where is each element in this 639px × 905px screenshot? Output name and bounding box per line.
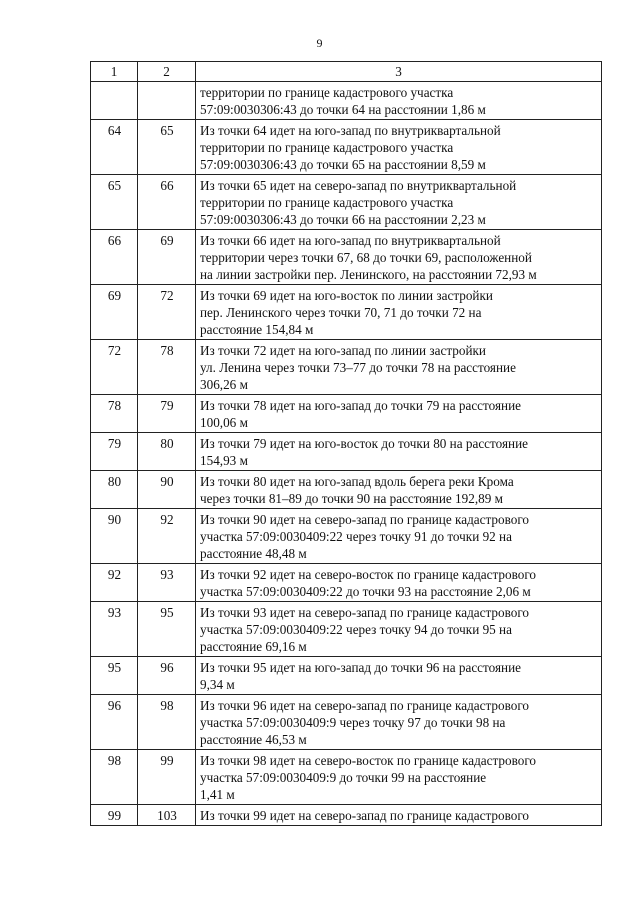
to-point-cell: 98: [138, 695, 196, 750]
description-cell: [196, 602, 602, 657]
description-line: 57:09:0030306:43 до точки 64 на расстоянии 1,86 м: [200, 102, 486, 117]
page-number: 9: [316, 36, 323, 50]
description-line: Из точки 72 идет на юго-запад по линии застройки: [200, 343, 486, 358]
description-line: Из точки 93 идет на северо-запад по границе кадастрового: [200, 605, 530, 620]
table-row: [91, 750, 602, 805]
table-row: [91, 285, 602, 340]
description-cell: [196, 750, 602, 805]
table-row: [91, 602, 602, 657]
description-line: 154,93 м: [200, 453, 248, 468]
description-line: участка 57:09:0030409:22 до точки 93 на расстояние 2,06 м: [200, 584, 531, 599]
table-row: [91, 120, 602, 175]
description-line: Из точки 96 идет на северо-запад по границе кадастрового: [200, 698, 530, 713]
description-line: Из точки 66 идет на юго-запад по внутриквартальной: [200, 233, 501, 248]
description-line: участка 57:09:0030409:22 через точку 91 до точки 92 на: [200, 529, 512, 544]
description-line: участка 57:09:0030409:9 до точки 99 на расстояние: [200, 770, 487, 785]
table-row: [91, 471, 602, 509]
from-point-cell: 90: [91, 509, 138, 564]
description-cell: [196, 340, 602, 395]
table-body: [91, 82, 602, 826]
description-cell: [196, 509, 602, 564]
to-point-cell: 99: [138, 750, 196, 805]
description-line: территории по границе кадастрового участка: [200, 85, 454, 100]
description-line: на линии застройки пер. Ленинского, на расстоянии 72,93 м: [200, 267, 537, 282]
table-row: [91, 175, 602, 230]
to-point-cell: 66: [138, 175, 196, 230]
description-cell: [196, 230, 602, 285]
column-header-2: 2: [138, 62, 196, 82]
to-point-cell: 65: [138, 120, 196, 175]
description-cell: [196, 285, 602, 340]
to-point-cell: 90: [138, 471, 196, 509]
description-line: участка 57:09:0030409:9 через точку 97 до точки 98 на: [200, 715, 506, 730]
description-line: расстояние 69,16 м: [200, 639, 307, 654]
description-line: Из точки 92 идет на северо-восток по границе кадастрового: [200, 567, 537, 582]
description-line: территории по границе кадастрового участка: [200, 140, 454, 155]
description-cell: [196, 564, 602, 602]
description-line: Из точки 80 идет на юго-запад вдоль берега реки Крома: [200, 474, 514, 489]
from-point-cell: [91, 82, 138, 120]
table-row: [91, 657, 602, 695]
from-point-cell: 96: [91, 695, 138, 750]
from-point-cell: 78: [91, 395, 138, 433]
description-line: 1,41 м: [200, 787, 235, 802]
from-point-cell: 64: [91, 120, 138, 175]
table-header-row: [91, 62, 602, 82]
to-point-cell: 79: [138, 395, 196, 433]
to-point-cell: 103: [138, 805, 196, 826]
table-row: [91, 230, 602, 285]
description-line: 57:09:0030306:43 до точки 66 на расстоянии 2,23 м: [200, 212, 486, 227]
description-line: ул. Ленина через точки 73–77 до точки 78 на расстояние: [200, 360, 516, 375]
description-line: Из точки 69 идет на юго-восток по линии застройки: [200, 288, 493, 303]
from-point-cell: 95: [91, 657, 138, 695]
to-point-cell: 95: [138, 602, 196, 657]
description-cell: [196, 471, 602, 509]
to-point-cell: 78: [138, 340, 196, 395]
description-cell: [196, 805, 602, 826]
table-row: [91, 82, 602, 120]
table-row: [91, 509, 602, 564]
description-cell: [196, 695, 602, 750]
from-point-cell: 98: [91, 750, 138, 805]
to-point-cell: [138, 82, 196, 120]
description-line: расстояние 46,53 м: [200, 732, 307, 747]
description-line: через точки 81–89 до точки 90 на расстояние 192,89 м: [200, 491, 503, 506]
description-line: территории по границе кадастрового участка: [200, 195, 454, 210]
description-line: Из точки 78 идет на юго-запад до точки 79 на расстояние: [200, 398, 522, 413]
description-cell: [196, 433, 602, 471]
description-cell: [196, 395, 602, 433]
from-point-cell: 72: [91, 340, 138, 395]
description-line: участка 57:09:0030409:22 через точку 94 до точки 95 на: [200, 622, 512, 637]
table-row: [91, 695, 602, 750]
to-point-cell: 92: [138, 509, 196, 564]
column-header-3: 3: [196, 62, 602, 82]
table-row: [91, 340, 602, 395]
description-line: Из точки 95 идет на юго-запад до точки 96 на расстояние: [200, 660, 522, 675]
to-point-cell: 69: [138, 230, 196, 285]
to-point-cell: 96: [138, 657, 196, 695]
description-cell: [196, 657, 602, 695]
table-row: [91, 395, 602, 433]
from-point-cell: 80: [91, 471, 138, 509]
table-row: [91, 564, 602, 602]
description-line: Из точки 64 идет на юго-запад по внутриквартальной: [200, 123, 501, 138]
table-row: [91, 805, 602, 826]
from-point-cell: 65: [91, 175, 138, 230]
to-point-cell: 93: [138, 564, 196, 602]
description-line: 100,06 м: [200, 415, 248, 430]
from-point-cell: 69: [91, 285, 138, 340]
to-point-cell: 80: [138, 433, 196, 471]
description-cell: [196, 120, 602, 175]
description-line: расстояние 154,84 м: [200, 322, 314, 337]
from-point-cell: 79: [91, 433, 138, 471]
description-line: Из точки 79 идет на юго-восток до точки 80 на расстояние: [200, 436, 528, 451]
boundary-description-table: [90, 61, 602, 826]
from-point-cell: 99: [91, 805, 138, 826]
description-line: Из точки 65 идет на северо-запад по внутриквартальной: [200, 178, 517, 193]
column-header-1: 1: [91, 62, 138, 82]
description-cell: [196, 82, 602, 120]
from-point-cell: 92: [91, 564, 138, 602]
from-point-cell: 93: [91, 602, 138, 657]
description-line: Из точки 98 идет на северо-восток по границе кадастрового: [200, 753, 537, 768]
description-line: пер. Ленинского через точки 70, 71 до точки 72 на: [200, 305, 482, 320]
description-line: территории через точки 67, 68 до точки 69, расположенной: [200, 250, 532, 265]
description-line: 306,26 м: [200, 377, 248, 392]
to-point-cell: 72: [138, 285, 196, 340]
description-line: Из точки 90 идет на северо-запад по границе кадастрового: [200, 512, 530, 527]
from-point-cell: 66: [91, 230, 138, 285]
table-row: [91, 433, 602, 471]
description-line: 9,34 м: [200, 677, 235, 692]
description-line: 57:09:0030306:43 до точки 65 на расстоянии 8,59 м: [200, 157, 486, 172]
description-cell: [196, 175, 602, 230]
description-line: Из точки 99 идет на северо-запад по границе кадастрового: [200, 808, 530, 823]
description-line: расстояние 48,48 м: [200, 546, 307, 561]
